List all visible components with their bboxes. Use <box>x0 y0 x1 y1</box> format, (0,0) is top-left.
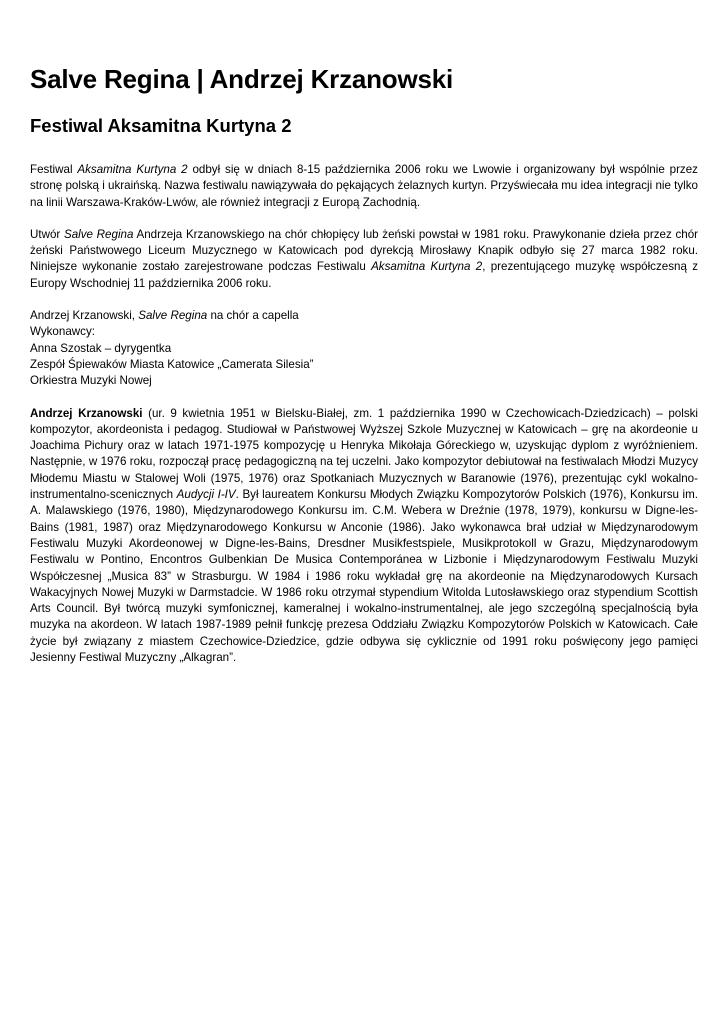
performers-label: Wykonawcy: <box>30 325 95 339</box>
festival-paragraph <box>30 162 698 211</box>
text-run: Festiwal <box>30 163 78 176</box>
text-run: na chór a capella <box>207 309 299 323</box>
italic-run: Salve Regina <box>138 309 208 323</box>
document-page <box>30 60 698 666</box>
text-run: Andrzeja Krzanowskiego na chór chłopięcy lub żeński powstał w 1981 roku. Prawykonanie dzieła przez chór żeński Państwowego Liceum Muzycznego w Katowicach pod dyrekcją Mirosławy Knapik odbyło się 27 marca 1982 roku. Niniejsze wykonanie zostało zarejestrowane podczas Festiwalu <box>30 227 699 274</box>
text-run: Utwór <box>30 227 64 241</box>
italic-run: Aksamitna Kurtyna 2 <box>371 260 483 274</box>
italic-run: Aksamitna Kurtyna 2 <box>77 163 188 176</box>
text-run: Andrzej Krzanowski, <box>30 309 139 323</box>
biography-paragraph <box>30 406 698 667</box>
performer-line: Orkiestra Muzyki Nowej <box>30 374 152 388</box>
text-run: , prezentującego muzykę współczesną z Europy Wschodniej 11 października 2006 roku. <box>30 260 698 290</box>
text-run: (ur. 9 kwietnia 1951 w Bielsku-Białej, zm. 1 października 1990 w Czechowicach-Dziedzicach) – polski kompozytor, akordeonista i pedagog. Studiował w Państwowej Wyższej Szkole Muzycznej w Katowicach – grę na akordeonie u Joachima Pichury oraz w latach 1971-1975 kompozycję u Henryka Mikołaja Góreckiego w, uzyskując dyplom z wyróżnieniem. Następnie, w 1976 roku, rozpoczął pracę pedagogiczną na tej uczelni. Jako kompozytor debiutował na festiwalach Młodzi Muzycy Młodemu Miastu w Stalowej Woli (1975, 1976) oraz Spotkaniach Muzycznych w Baranowie (1976), prezentując cykl wokalno-instrumentalno-scenicznych <box>30 406 698 502</box>
composer-name: Andrzej Krzanowski <box>30 406 143 420</box>
italic-run: Salve Regina <box>63 227 134 241</box>
section-heading: Festiwal Aksamitna Kurtyna 2 <box>30 115 292 136</box>
credits-block <box>30 308 698 389</box>
work-line <box>30 308 698 324</box>
page-title: Salve Regina | Andrzej Krzanowski <box>30 64 454 94</box>
text-run: odbył się w dniach 8-15 października 2006 roku we Lwowie i organizowany był wspólnie przez stronę polską i ukraińską. Nazwa festiwalu nawiązywała do pękających żelaznych kurtyn. Przyświecała mu idea integracji nie tylko na linii Warszawa-Kraków-Lwów, ale również integracji z Europą Zachodnią. <box>30 163 698 209</box>
work-paragraph <box>30 227 698 292</box>
italic-run: Audycji I-IV <box>176 488 236 502</box>
performer-line: Zespół Śpiewaków Miasta Katowice „Camerata Silesia” <box>30 357 314 371</box>
performer-line: Anna Szostak – dyrygentka <box>30 341 172 355</box>
text-run: . Był laureatem Konkursu Młodych Związku Kompozytorów Polskich (1976), Konkursu im. A. Malawskiego (1976, 1980), Międzynarodowego Konkursu im. C.M. Webera w Dreźnie (1978, 1979), konkursu w Digne-les-Bains (1981, 1987) oraz Międzynarodowego Konkursu w Anconie (1986). Jako wykonawca brał udział w Międzynarodowym Festiwalu Muzyki Akordeonowej w Digne-les-Bains, Dresdner Musikfestspiele, Musikprotokoll w Grazu, Międzynarodowym Festiwalu w Pontino, Encontros Gulbenkian De Musica Contemporánea w Lizbonie i Międzynarodowym Festiwalu Muzyki Współczesnej „Musica 83” w Strasburgu. W 1984 i 1986 roku wykładał grę na akordeonie na Międzynarodowych Kursach Wakacyjnych Nowej Muzyki w Darmstadcie. W 1986 roku otrzymał stypendium Witolda Lutosławskiego oraz stypendium Scottish Arts Council. Był twórcą muzyki symfonicznej, kameralnej i wokalno-instrumentalnej, ale jego szczególną specjalnością była muzyka na akordeon. W latach 1987-1989 pełnił funkcję prezesa Oddziału Związku Kompozytorów Polskich w Katowicach. Całe życie był związany z miastem Czechowice-Dziedzice, gdzie odbywa się cyklicznie od 1991 roku poświęcony jego pamięci Jesienny Festiwal Muzyczny „Alkagran”. <box>30 488 699 665</box>
